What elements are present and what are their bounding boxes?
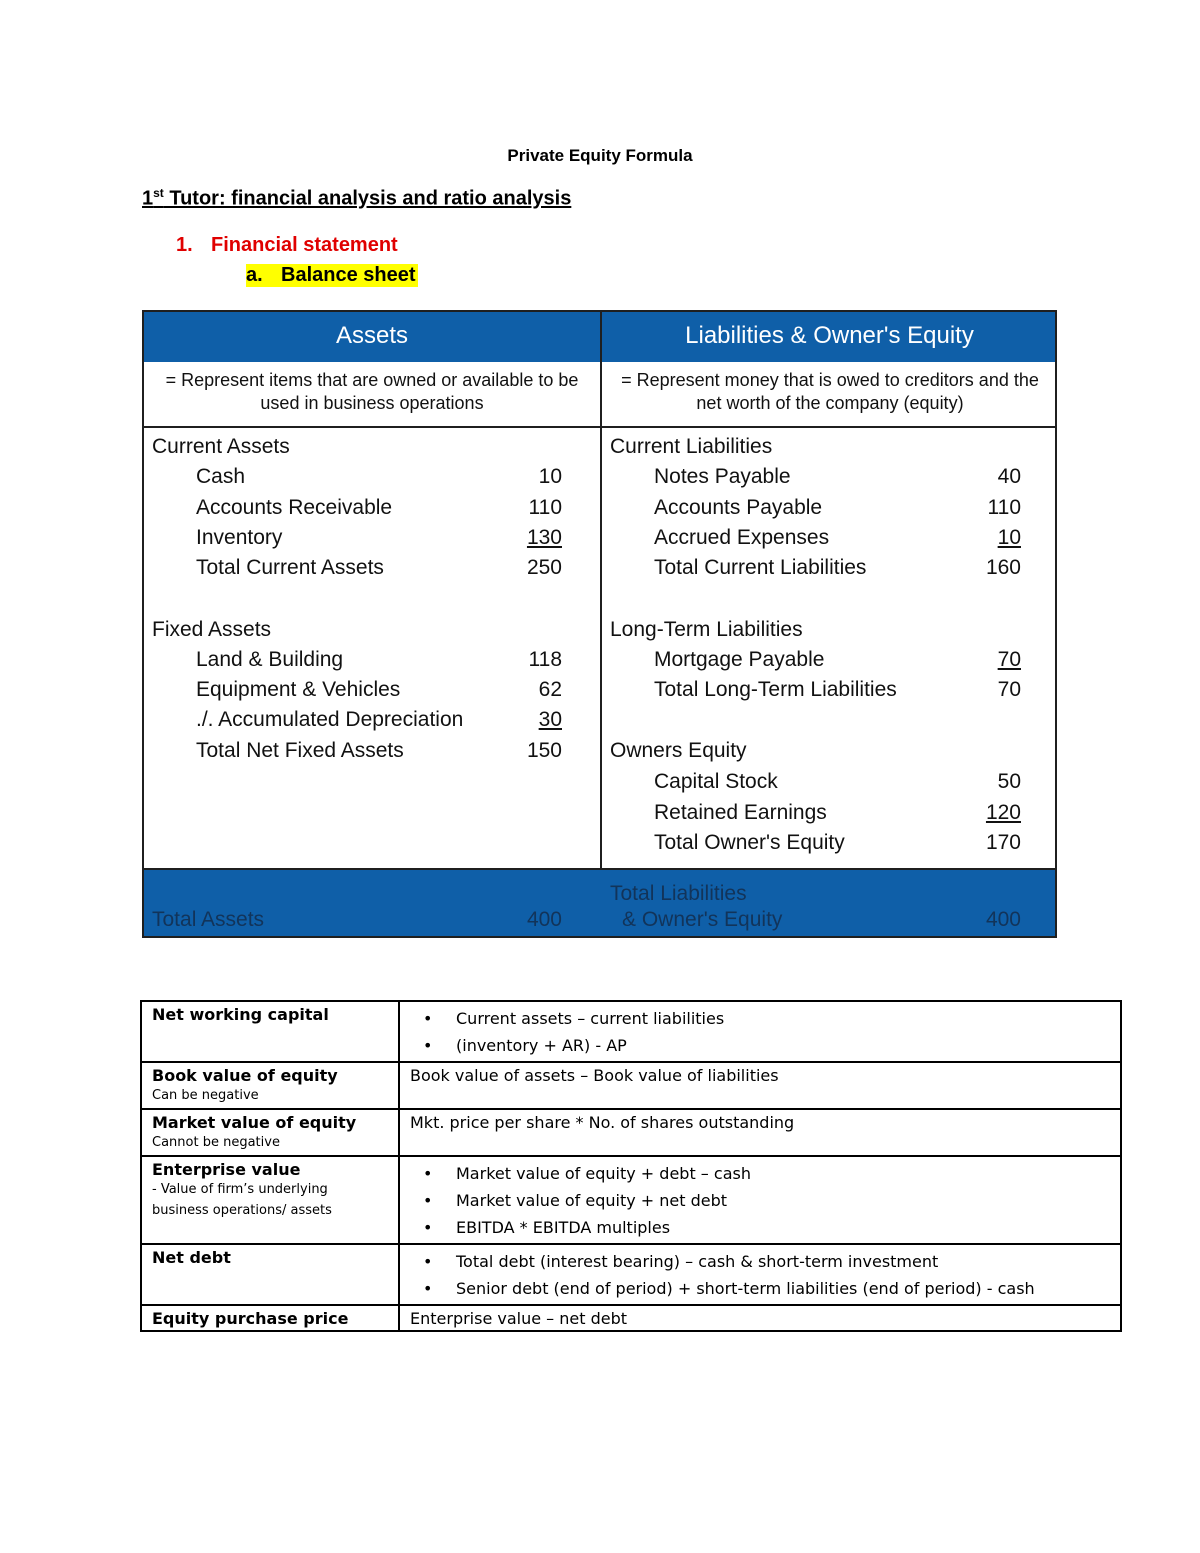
list-item: • Market value of equity + net debt <box>456 1187 1110 1214</box>
tutor-heading <box>142 186 571 211</box>
asset-item-label: Land & Building <box>196 648 344 671</box>
tutor-title: Tutor: financial analysis and ratio analysis <box>163 187 572 210</box>
liabilities-header: Liabilities & Owner's Equity <box>685 322 974 349</box>
liability-item-value: 160 <box>985 556 1021 579</box>
table-row <box>141 1156 1121 1244</box>
liability-item-label: Total Long-Term Liabilities <box>654 678 897 701</box>
section-title: Financial statement <box>211 234 398 256</box>
asset-item-value: 118 <box>528 648 562 671</box>
bullet-list <box>410 1005 1110 1059</box>
asset-item-label: Total Current Assets <box>196 556 384 579</box>
description-row <box>144 362 1055 428</box>
total-assets-value: 400 <box>526 908 562 931</box>
list-item: • Current assets – current liabilities <box>456 1005 1110 1032</box>
liability-item-value: 110 <box>987 496 1021 519</box>
asset-item-label: Equipment & Vehicles <box>196 678 401 701</box>
equity-item-value: 120 <box>985 801 1021 824</box>
term-label: Enterprise value <box>152 1160 301 1179</box>
asset-item-value: 150 <box>526 739 562 762</box>
tutor-number: 1 <box>142 187 154 210</box>
document-title: Private Equity Formula <box>507 146 693 165</box>
formula-definition <box>399 1244 1121 1305</box>
list-item: • Total debt (interest bearing) – cash & short-term investment <box>456 1248 1110 1275</box>
section-heading <box>176 234 398 257</box>
formula-definition: Enterprise value – net debt <box>399 1305 1121 1331</box>
equity-item-label: Capital Stock <box>654 770 778 793</box>
liability-item-label: Total Current Liabilities <box>654 556 867 579</box>
term-note: Cannot be negative <box>152 1135 280 1150</box>
liability-item-label: Mortgage Payable <box>654 648 825 671</box>
total-assets-label: Total Assets <box>152 908 265 931</box>
term-label: Net debt <box>152 1248 231 1267</box>
formula-term <box>141 1244 399 1305</box>
asset-item-label: Cash <box>196 465 246 488</box>
formula-term <box>141 1001 399 1062</box>
term-label: Market value of equity <box>152 1113 357 1132</box>
equity-item-value: 50 <box>997 770 1021 793</box>
formula-definition <box>399 1001 1121 1062</box>
bullet-list <box>410 1160 1110 1241</box>
total-liabilities-label-line2: & Owner's Equity <box>622 908 783 931</box>
subsection-number: a. <box>246 264 263 286</box>
list-item: • Market value of equity + debt – cash <box>456 1160 1110 1187</box>
table-row <box>141 1001 1121 1062</box>
term-label: Net working capital <box>152 1005 329 1024</box>
liability-item-label: Accrued Expenses <box>654 526 830 549</box>
liability-item-value: 70 <box>997 648 1021 671</box>
equity-item-value: 170 <box>985 831 1021 854</box>
liability-item-value: 10 <box>997 526 1021 549</box>
term-note: Can be negative <box>152 1088 259 1103</box>
term-label: Equity purchase price <box>152 1309 349 1328</box>
term-label: Book value of equity <box>152 1066 338 1085</box>
balance-sheet <box>142 310 1057 938</box>
assets-header: Assets <box>335 322 409 349</box>
liability-item-value: 70 <box>997 678 1021 701</box>
formula-definition: Book value of assets – Book value of liabilities <box>399 1062 1121 1109</box>
total-liabilities-label: Total Liabilities <box>610 882 747 905</box>
term-note: - Value of firm’s underlying business operations/ assets <box>152 1182 332 1218</box>
asset-item-label: Total Net Fixed Assets <box>196 739 404 762</box>
tutor-ordinal: st <box>153 186 164 200</box>
list-item: • (inventory + AR) - AP <box>456 1032 1110 1059</box>
long-term-liabilities-title: Long-Term Liabilities <box>610 618 803 641</box>
table-row <box>141 1109 1121 1156</box>
equity-item-label: Retained Earnings <box>654 801 827 824</box>
current-liabilities-title: Current Liabilities <box>610 435 773 458</box>
asset-item-value: 110 <box>528 496 562 519</box>
fixed-assets-title: Fixed Assets <box>152 618 272 641</box>
list-item: • Senior debt (end of period) + short-term liabilities (end of period) - cash <box>456 1275 1110 1302</box>
current-assets-title: Current Assets <box>152 435 290 458</box>
asset-item-value: 10 <box>538 465 562 488</box>
asset-item-value: 30 <box>538 708 562 731</box>
formula-term <box>141 1156 399 1244</box>
balance-sheet-totals <box>144 868 1055 936</box>
table-row <box>141 1062 1121 1109</box>
asset-item-label: ./. Accumulated Depreciation <box>196 708 464 731</box>
assets-description: = Represent items that are owned or available to be used in business operations <box>165 370 579 413</box>
asset-item-label: Inventory <box>196 526 283 549</box>
liability-item-value: 40 <box>997 465 1021 488</box>
formula-definition: Mkt. price per share * No. of shares outstanding <box>399 1109 1121 1156</box>
asset-item-value: 250 <box>526 556 562 579</box>
formula-term <box>141 1062 399 1109</box>
asset-item-value: 62 <box>538 678 562 701</box>
subsection-title: Balance sheet <box>281 264 416 286</box>
formula-term <box>141 1305 399 1331</box>
asset-item-value: 130 <box>526 526 562 549</box>
section-number: 1. <box>176 234 193 256</box>
total-liabilities-value: 400 <box>985 908 1021 931</box>
formula-table <box>140 1000 1122 1332</box>
formula-term <box>141 1109 399 1156</box>
liabilities-description: = Represent money that is owed to creditors and the net worth of the company (equity) <box>621 370 1039 413</box>
formula-definition <box>399 1156 1121 1244</box>
liability-item-label: Notes Payable <box>654 465 791 488</box>
liability-item-label: Accounts Payable <box>654 496 823 519</box>
bullet-list <box>410 1248 1110 1302</box>
table-row <box>141 1305 1121 1331</box>
table-row <box>141 1244 1121 1305</box>
owners-equity-title: Owners Equity <box>610 739 747 762</box>
equity-item-label: Total Owner's Equity <box>654 831 845 854</box>
asset-item-label: Accounts Receivable <box>196 496 393 519</box>
list-item: • EBITDA * EBITDA multiples <box>456 1214 1110 1241</box>
subsection-heading <box>246 264 418 287</box>
